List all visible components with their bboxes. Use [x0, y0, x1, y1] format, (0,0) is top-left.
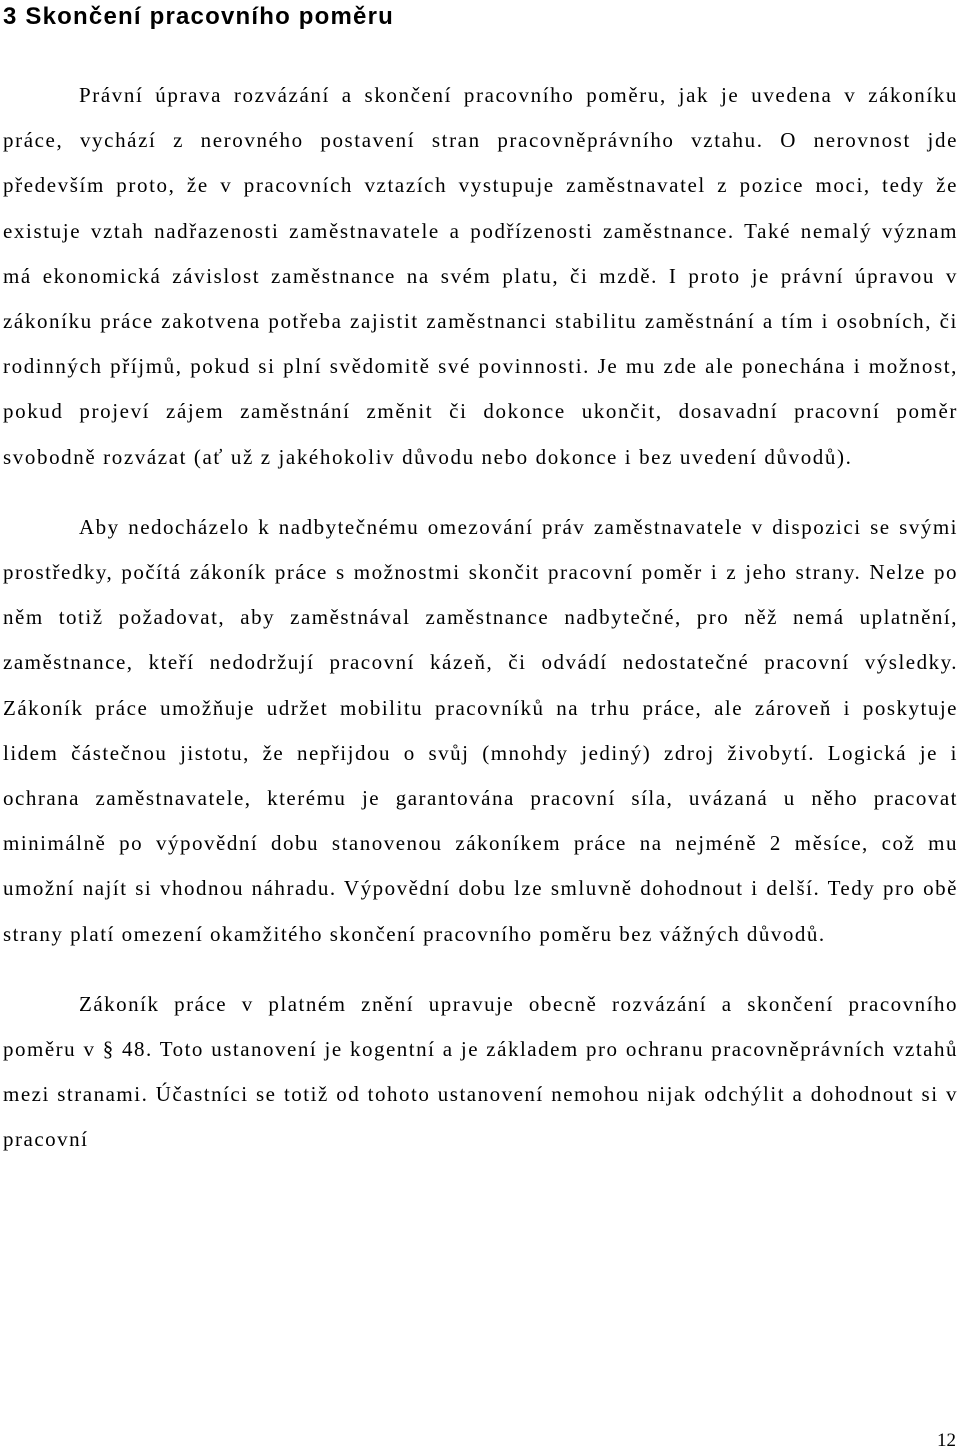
paragraph: Aby nedocházelo k nadbytečnému omezování práv zaměstnavatele v dispozici se svými prostředky, počítá zákoník práce s možnostmi skončit pracovní poměr i z jeho strany. Nelze po něm totiž požadovat, aby zaměstnával zaměstnance nadbytečné, pro něž nemá uplatnění, zaměstnance, kteří nedodržují pracovní kázeň, či odvádí nedostatečné pracovní výsledky. Zákoník práce umožňuje udržet mobilitu pracovníků na trhu práce, ale zároveň i poskytuje lidem částečnou jistotu, že nepřijdou o svůj (mnohdy jediný) zdroj živobytí. Logická je i ochrana zaměstnavatele, kterému je garantována pracovní síla, uvázaná u něho pracovat minimálně po výpovědní dobu stanovenou zákoníkem práce na nejméně 2 měsíce, což mu umožní najít si vhodnou náhradu. Výpovědní dobu lze smluvně dohodnout i delší. Tedy pro obě strany platí omezení okamžitého skončení pracovního poměru bez vážných důvodů. [3, 514, 958, 946]
page-number: 12 [937, 1430, 956, 1451]
paragraph: Právní úprava rozvázání a skončení pracovního poměru, jak je uvedena v zákoníku práce, vychází z nerovného postavení stran pracovněprávního vztahu. O nerovnost jde především proto, že v pracovních vztazích vystupuje zaměstnavatel z pozice moci, tedy že existuje vztah nadřazenosti zaměstnavatele a podřízenosti zaměstnance. Také nemalý význam má ekonomická závislost zaměstnance na svém platu, či mzdě. I proto je právní úpravou v zákoníku práce zakotvena potřeba zajistit zaměstnanci stabilitu zaměstnání a tím i osobních, či rodinných příjmů, pokud si plní svědomitě své povinnosti. Je mu zde ale ponechána i možnost, pokud projeví zájem zaměstnání změnit či dokonce ukončit, dosavadní pracovní poměr svobodně rozvázat (ať už z jakéhokoliv důvodu nebo dokonce i bez uvedení důvodů). [3, 83, 958, 469]
chapter-heading: 3 Skončení pracovního poměru [3, 3, 395, 30]
paragraph: Zákoník práce v platném znění upravuje obecně rozvázání a skončení pracovního poměru v § 48. Toto ustanovení je kogentní a je základem pro ochranu pracovněprávních vztahů mezi stranami. Účastníci se totiž od tohoto ustanovení nemohou nijak odchýlit a dohodnout si v pracovní [3, 991, 958, 1152]
